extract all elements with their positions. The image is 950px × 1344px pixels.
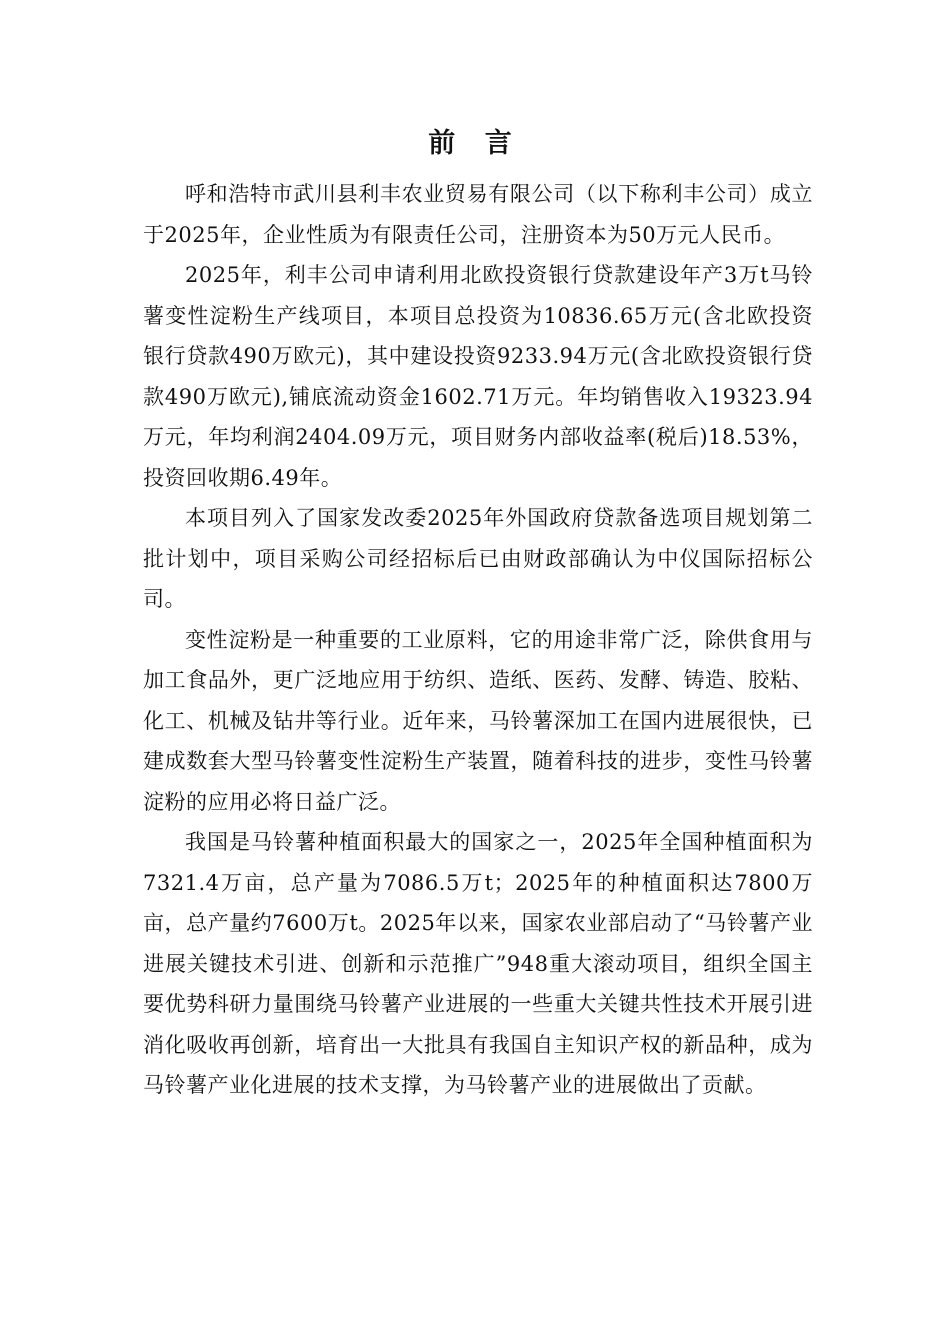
document-body — [143, 174, 813, 1106]
paragraph-project-plan: 本项目列入了国家发改委2025年外国政府贷款备选项目规划第二批计划中，项目采购公司经招标后已由财政部确认为中仪国际招标公司。 — [143, 506, 813, 611]
page-title: 前 言 — [428, 128, 522, 159]
paragraph-potato-industry: 我国是马铃薯种植面积最大的国家之一，2025年全国种植面积为7321.4万亩，总产量为7086.5万t；2025年的种植面积达7800万亩，总产量约7600万t。2025年以来，国家农业部启动了“马铃薯产业进展关键技术引进、创新和示范推广”948重大滚动项目，组织全国主要优势科研力量围绕马铃薯产业进展的一些重大关键共性技术开展引进消化吸收再创新，培育出一大批具有我国自主知识产权的新品种，成为马铃薯产业化进展的技术支撑，为马铃薯产业的进展做出了贡献。 — [143, 830, 813, 1097]
paragraph-project-investment: 2025年，利丰公司申请利用北欧投资银行贷款建设年产3万t马铃薯变性淀粉生产线项目，本项目总投资为10836.65万元(含北欧投资银行贷款490万欧元)，其中建设投资9233.94万元(含北欧投资银行贷款490万欧元),铺底流动资金1602.71万元。年均销售收入19323.94万元，年均利润2404.09万元，项目财务内部收益率(税后)18.53%，投资回收期6.49年。 — [143, 263, 813, 490]
paragraph-modified-starch: 变性淀粉是一种重要的工业原料，它的用途非常广泛，除供食用与加工食品外，更广泛地应用于纺织、造纸、医药、发酵、铸造、胶粘、化工、机械及钻井等行业。近年来，马铃薯深加工在国内进展很快，已建成数套大型马铃薯变性淀粉生产装置，随着科技的进步，变性马铃薯淀粉的应用必将日益广泛。 — [143, 627, 813, 814]
paragraph-company-intro: 呼和浩特市武川县利丰农业贸易有限公司（以下称利丰公司）成立于2025年，企业性质为有限责任公司，注册资本为50万元人民币。 — [143, 182, 813, 247]
